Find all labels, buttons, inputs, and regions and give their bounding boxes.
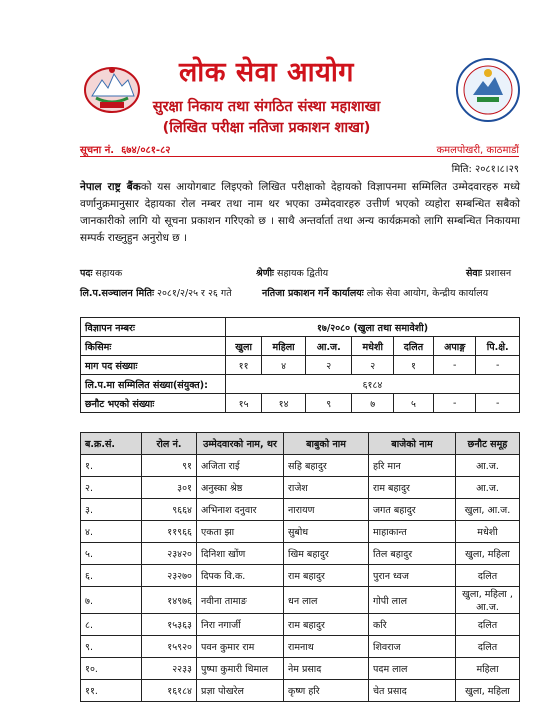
roll-cell: ११९६६ <box>142 521 197 543</box>
table-row <box>81 636 520 658</box>
date-text: मिति: २०८१।८।२९ <box>451 164 519 175</box>
grandfather-name-cell: माहाकान्त <box>369 521 456 543</box>
candidate-name-cell: पवन कुमार राम <box>197 636 284 658</box>
posts-label: माग पद संख्याः <box>81 356 226 375</box>
vacancy-table <box>80 317 520 413</box>
table-row <box>81 543 520 565</box>
notice-value: ६७४/०८१-८२ <box>121 145 171 156</box>
posts-cell: - <box>476 356 520 375</box>
posts-cell: १ <box>393 356 433 375</box>
serial-cell: १. <box>81 455 142 477</box>
type-row <box>81 337 520 356</box>
candidate-name-cell: दिपक वि.क. <box>197 565 284 587</box>
group-cell: खुला, महिला <box>456 680 520 702</box>
post-label: पदः <box>80 268 93 279</box>
candidate-name-cell: दिनिशा खोंण <box>197 543 284 565</box>
type-cell: पि.क्षे. <box>476 337 520 356</box>
column-header: उम्मेदवारको नाम, थर <box>197 433 284 455</box>
selected-row <box>81 394 520 413</box>
table-row <box>81 680 520 702</box>
post-value: सहायक <box>95 268 123 279</box>
division-title: सुरक्षा निकाय तथा संगठित संस्था महाशाखा <box>152 99 381 115</box>
table-row <box>81 565 520 587</box>
notice-number <box>80 142 170 156</box>
candidate-name-cell: अजिता राई <box>197 455 284 477</box>
adv-value: १७/२०८० (खुला तथा समावेशी) <box>226 318 520 337</box>
group-cell: दलित <box>456 614 520 636</box>
serial-cell: ५. <box>81 543 142 565</box>
table-row <box>81 587 520 614</box>
service-info <box>466 266 511 279</box>
grandfather-name-cell: राम बहादुर <box>369 477 456 499</box>
group-cell: खुला, महिला , आ.ज. <box>456 587 520 614</box>
results-body <box>81 455 520 702</box>
exam-date-label: लि.प.सञ्चालन मितिः <box>80 288 155 299</box>
grandfather-name-cell: शिवराज <box>369 636 456 658</box>
office-value: लोक सेवा आयोग, केन्द्रीय कार्यालय <box>366 288 489 299</box>
roll-cell: २३२७० <box>142 565 197 587</box>
posts-cell: - <box>433 356 475 375</box>
grandfather-name-cell: करि <box>369 614 456 636</box>
candidate-name-cell: पुष्पा कुमारी धिमाल <box>197 658 284 680</box>
type-cell: खुला <box>226 337 262 356</box>
column-header: बाबुको नाम <box>284 433 369 455</box>
adv-label: विज्ञापन नम्बरः <box>81 318 226 337</box>
adv-row <box>81 318 520 337</box>
father-name-cell: खिम बहादुर <box>284 543 369 565</box>
group-cell: खुला, आ.ज. <box>456 499 520 521</box>
roll-cell: १४९७६ <box>142 587 197 614</box>
exam-date-info <box>80 286 232 299</box>
serial-cell: ११. <box>81 680 142 702</box>
type-cell: मधेशी <box>352 337 394 356</box>
selected-label: छनौट भएको संख्याः <box>81 394 226 413</box>
candidate-name-cell: नवीना तामाङ <box>197 587 284 614</box>
selected-cell: ५ <box>393 394 433 413</box>
table-row <box>81 614 520 636</box>
column-header: छनौट समूह <box>456 433 520 455</box>
section-title: (लिखित परीक्षा नतिजा प्रकाशन शाखा) <box>162 120 371 136</box>
service-label: सेवाः <box>466 268 483 279</box>
type-cell: आ.ज. <box>306 337 352 356</box>
appeared-label: लि.प.मा सम्मिलित संख्या(संयुक्त): <box>81 375 226 394</box>
table-row <box>81 658 520 680</box>
notice-label: सूचना नं. <box>80 145 115 156</box>
selected-cell: - <box>476 394 520 413</box>
table-row <box>81 521 520 543</box>
candidate-name-cell: एकता झा <box>197 521 284 543</box>
posts-cell: २ <box>306 356 352 375</box>
group-cell: आ.ज. <box>456 455 520 477</box>
appeared-row <box>81 375 520 394</box>
place-text: कमलपोखरी, काठमाडौं <box>436 145 519 156</box>
father-name-cell: कृष्ण हरि <box>284 680 369 702</box>
paragraph-text: को यस आयोगबाट लिइएको लिखित परीक्षाको देहायको विज्ञापनमा सम्मिलित उम्मेदवारहरु मध्ये वर्णानुक्रमानुसार देहायका रोल नम्बर तथा नाम थर भएका उम्मेदवारहरु उत्तीर्ण भएको व्यहोरा सम्बन्धित सबैको जानकारीको लागि यो सूचना प्रकाशन गरिएको छ । साथै अन्तर्वार्ता तथा अन्य कार्यक्रमको लागि सम्बन्धित निकायमा सम्पर्क राख्नुहुन अनुरोध छ । <box>80 181 520 244</box>
divider <box>80 156 519 157</box>
serial-cell: ६. <box>81 565 142 587</box>
grandfather-name-cell: गोपी लाल <box>369 587 456 614</box>
father-name-cell: राम बहादुर <box>284 565 369 587</box>
column-header: ब.क्र.सं. <box>81 433 142 455</box>
serial-cell: ७. <box>81 587 142 614</box>
type-label: किसिमः <box>81 337 226 356</box>
selected-cell: १४ <box>262 394 306 413</box>
candidate-name-cell: प्रज्ञा पोखरेल <box>197 680 284 702</box>
posts-cell: २ <box>352 356 394 375</box>
roll-cell: ३०१ <box>142 477 197 499</box>
type-cell: दलित <box>393 337 433 356</box>
father-name-cell: नारायण <box>284 499 369 521</box>
father-name-cell: रामनाथ <box>284 636 369 658</box>
roll-cell: १५३६३ <box>142 614 197 636</box>
father-name-cell: धन लाल <box>284 587 369 614</box>
results-header-row <box>81 433 520 455</box>
column-header: रोल नं. <box>142 433 197 455</box>
roll-cell: २२३३ <box>142 658 197 680</box>
father-name-cell: राजेश <box>284 477 369 499</box>
serial-cell: ९. <box>81 636 142 658</box>
group-cell: महिला <box>456 658 520 680</box>
selected-cell: - <box>433 394 475 413</box>
page-title: लोक सेवा आयोग <box>178 57 355 88</box>
candidate-name-cell: अभिनाश दनुवार <box>197 499 284 521</box>
candidate-name-cell: निरा नगार्जी <box>197 614 284 636</box>
table-row <box>81 455 520 477</box>
exam-date-value: २०८१/२/२५ र २६ गते <box>157 288 232 299</box>
serial-cell: ८. <box>81 614 142 636</box>
serial-cell: ३. <box>81 499 142 521</box>
posts-cell: ११ <box>226 356 262 375</box>
roll-cell: १५९२० <box>142 636 197 658</box>
table-row <box>81 477 520 499</box>
group-cell: दलित <box>456 565 520 587</box>
grandfather-name-cell: हरि मान <box>369 455 456 477</box>
service-value: प्रशासन <box>485 268 512 279</box>
candidate-name-cell: अनुस्का श्रेष्ठ <box>197 477 284 499</box>
level-info <box>256 266 328 279</box>
group-cell: खुला, महिला <box>456 543 520 565</box>
selected-cell: ७ <box>352 394 394 413</box>
father-name-cell: सुबोध <box>284 521 369 543</box>
grandfather-name-cell: पुरान ध्वज <box>369 565 456 587</box>
serial-cell: ४. <box>81 521 142 543</box>
posts-row <box>81 356 520 375</box>
type-cell: अपाङ्ग <box>433 337 475 356</box>
level-label: श्रेणीः <box>256 268 274 279</box>
post-info <box>80 266 122 279</box>
selected-cell: १५ <box>226 394 262 413</box>
serial-cell: १०. <box>81 658 142 680</box>
appeared-value: ६१८४ <box>226 375 520 394</box>
roll-cell: २३४२० <box>142 543 197 565</box>
selected-cell: ९ <box>306 394 352 413</box>
level-value: सहायक द्वितीय <box>277 268 329 279</box>
office-label: नतिजा प्रकाशन गर्ने कार्यालयः <box>262 288 364 299</box>
group-cell: दलित <box>456 636 520 658</box>
roll-cell: ९१ <box>142 455 197 477</box>
posts-cell: ४ <box>262 356 306 375</box>
office-info <box>262 286 488 299</box>
father-name-cell: सहि बहादुर <box>284 455 369 477</box>
type-cell: महिला <box>262 337 306 356</box>
grandfather-name-cell: चेत प्रसाद <box>369 680 456 702</box>
roll-cell: १६१८४ <box>142 680 197 702</box>
notice-paragraph <box>80 179 520 247</box>
grandfather-name-cell: जगत बहादुर <box>369 499 456 521</box>
serial-cell: २. <box>81 477 142 499</box>
results-table <box>80 432 520 702</box>
organization-name: नेपाल राष्ट्र बैंक <box>80 181 141 193</box>
grandfather-name-cell: तिल बहादुर <box>369 543 456 565</box>
column-header: बाजेको नाम <box>369 433 456 455</box>
father-name-cell: नेम प्रसाद <box>284 658 369 680</box>
grandfather-name-cell: पदम लाल <box>369 658 456 680</box>
group-cell: आ.ज. <box>456 477 520 499</box>
group-cell: मधेशी <box>456 521 520 543</box>
father-name-cell: राम बहादुर <box>284 614 369 636</box>
roll-cell: ९६६४ <box>142 499 197 521</box>
table-row <box>81 499 520 521</box>
